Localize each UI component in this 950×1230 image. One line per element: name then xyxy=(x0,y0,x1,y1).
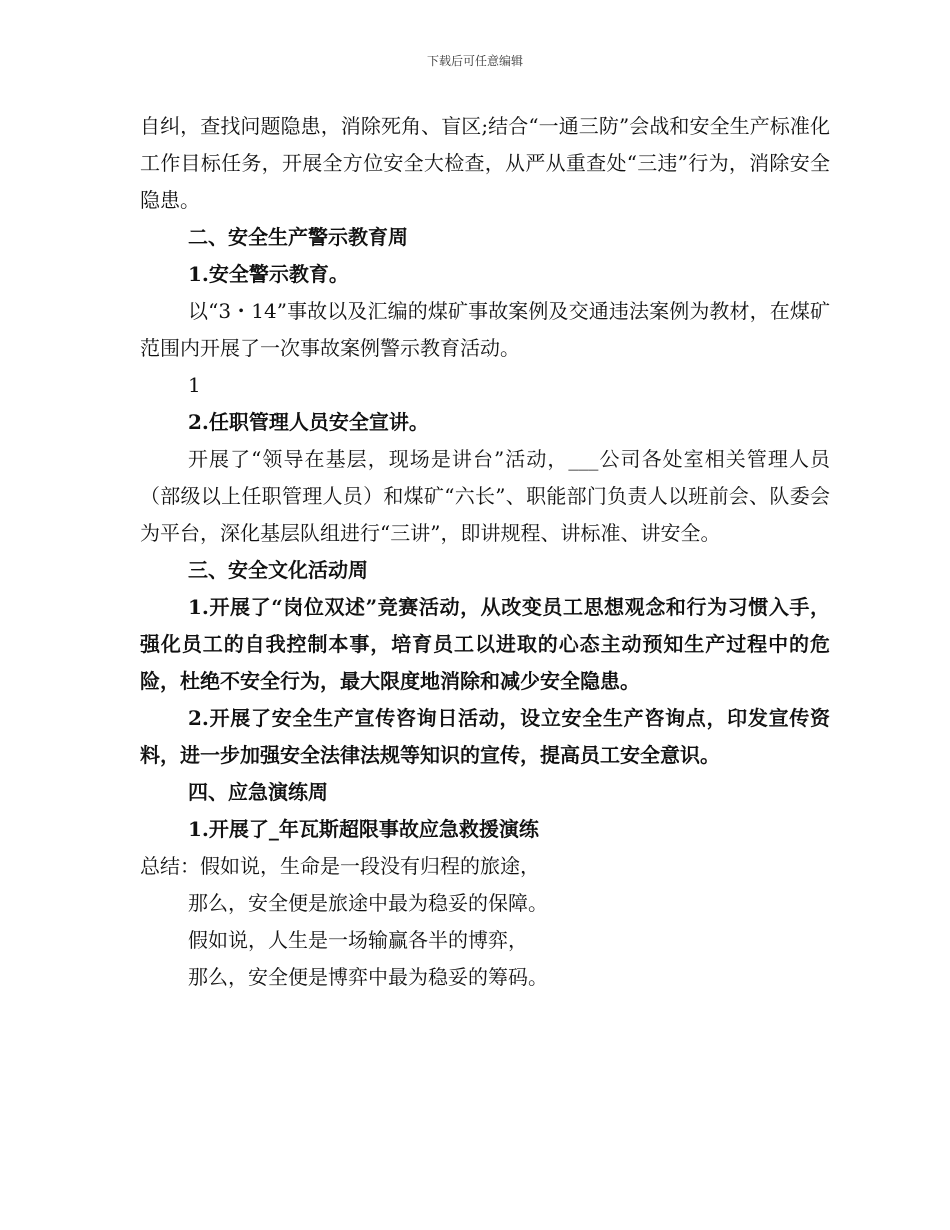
summary-line-3: 假如说，人生是一场输赢各半的博弈， xyxy=(188,928,528,952)
summary-line-1: 总结：假如说，生命是一段没有归程的旅途， xyxy=(140,854,540,878)
section-3-title: 三、安全文化活动周 xyxy=(188,558,368,582)
intro-paragraph: 自纠，查找问题隐患，消除死角、盲区;结合“一通三防”会战和安全生产标准化工作目标任务，开展全方位安全大检查，从严从重查处“三违”行为，消除安全隐患。 xyxy=(140,114,830,212)
section-4-item-1: 1.开展了_年瓦斯超限事故应急救援演练 xyxy=(188,817,539,841)
page-header: 下载后可任意编辑 xyxy=(426,54,523,68)
document-body xyxy=(140,108,830,996)
section-4-title: 四、应急演练周 xyxy=(188,780,328,804)
section-2-item-2-text: 开展了“领导在基层，现场是讲台”活动，___公司各处室相关管理人员（部级以上任职管理人员）和煤矿“六长”、职能部门负责人以班前会、队委会为平台，深化基层队组进行“三讲”，即讲规程、讲标准、讲安全。 xyxy=(140,447,830,545)
section-3-item-1: 1.开展了“岗位双述”竞赛活动，从改变员工思想观念和行为习惯入手，强化员工的自我控制本事，培育员工以进取的心态主动预知生产过程中的危险，杜绝不安全行为，最大限度地消除和减少安全隐患。 xyxy=(140,595,830,693)
page-number: 1 xyxy=(188,373,201,397)
section-3-item-2: 2.开展了安全生产宣传咨询日活动，设立安全生产咨询点，印发宣传资料，进一步加强安全法律法规等知识的宣传，提高员工安全意识。 xyxy=(140,706,830,767)
section-2-item-1-text: 以“3・14”事故以及汇编的煤矿事故案例及交通违法案例为教材，在煤矿范围内开展了一次事故案例警示教育活动。 xyxy=(140,299,830,360)
summary-line-2: 那么，安全便是旅途中最为稳妥的保障。 xyxy=(188,891,548,915)
section-2-item-2-title: 2.任职管理人员安全宣讲。 xyxy=(188,410,429,434)
summary-line-4: 那么，安全便是博弈中最为稳妥的筹码。 xyxy=(188,965,548,989)
section-2-item-1-title: 1.安全警示教育。 xyxy=(188,262,349,286)
section-2-title: 二、安全生产警示教育周 xyxy=(188,225,408,249)
